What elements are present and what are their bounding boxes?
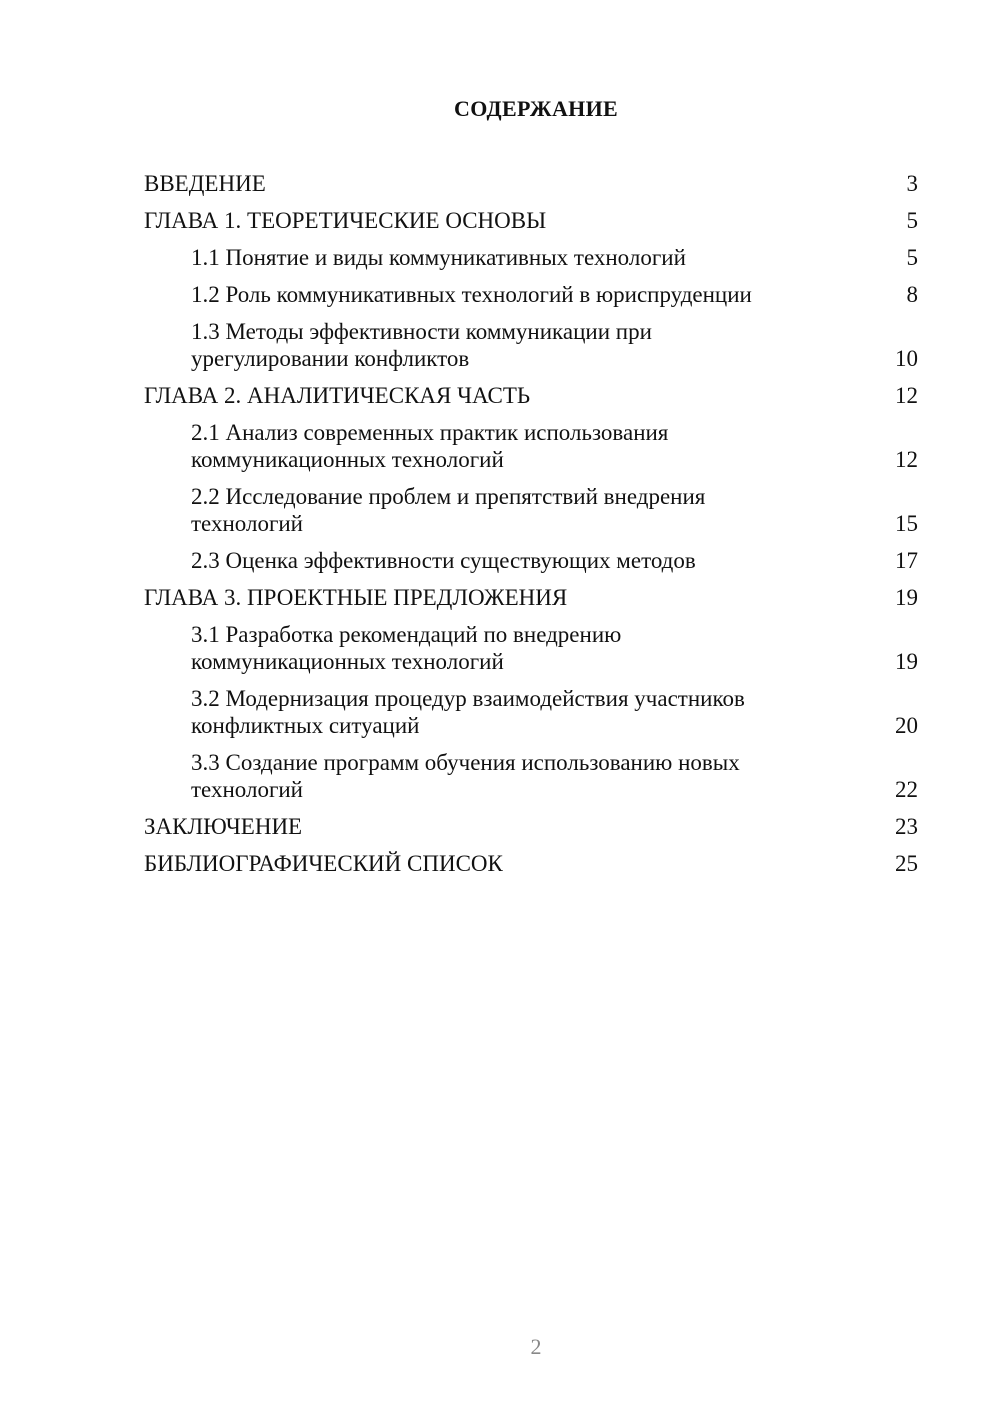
toc-entry xyxy=(144,281,918,308)
toc-entry xyxy=(144,547,918,574)
toc-entry-page: 5 xyxy=(906,245,918,270)
toc-entry-page: 12 xyxy=(895,447,918,472)
toc-entry xyxy=(144,685,918,739)
toc-entry-page: 23 xyxy=(895,814,918,839)
toc-entry-page: 15 xyxy=(895,511,918,536)
toc-entry-label: ГЛАВА 3. ПРОЕКТНЫЕ ПРЕДЛОЖЕНИЯ xyxy=(144,585,568,610)
toc-entry-page: 19 xyxy=(895,585,918,610)
toc-entry xyxy=(144,382,918,409)
toc-entry-page: 8 xyxy=(906,282,918,307)
toc-entry-label: ЗАКЛЮЧЕНИЕ xyxy=(144,814,303,839)
toc-entry-label: ГЛАВА 2. АНАЛИТИЧЕСКАЯ ЧАСТЬ xyxy=(144,383,531,408)
toc-entry xyxy=(144,244,918,271)
page-number: 2 xyxy=(530,1334,542,1359)
toc-entry xyxy=(144,749,918,803)
toc-entry-label: ВВЕДЕНИЕ xyxy=(144,171,266,196)
toc-entry-page: 19 xyxy=(895,649,918,674)
toc-entry xyxy=(144,850,918,877)
toc-entry-label: ГЛАВА 1. ТЕОРЕТИЧЕСКИЕ ОСНОВЫ xyxy=(144,208,547,233)
toc-entry-page: 22 xyxy=(895,777,918,802)
toc-entry-label: 1.1 Понятие и виды коммуникативных технологий xyxy=(191,245,686,270)
toc-entry xyxy=(144,621,918,675)
toc-entry-label: 1.2 Роль коммуникативных технологий в юриспруденции xyxy=(191,282,752,307)
toc-entry-page: 5 xyxy=(906,208,918,233)
toc-entry xyxy=(144,170,918,197)
toc-entry-label: 1.3 Методы эффективности коммуникации при урегулировании конфликтов xyxy=(191,319,652,371)
toc-entry xyxy=(144,318,918,372)
toc-entry-label: 2.1 Анализ современных практик использования коммуникационных технологий xyxy=(191,420,669,472)
toc-entry-label: 2.2 Исследование проблем и препятствий внедрения технологий xyxy=(191,484,706,536)
toc-entry-page: 25 xyxy=(895,851,918,876)
toc-entry-page: 3 xyxy=(906,171,918,196)
toc-entry xyxy=(144,483,918,537)
toc-entry-label: БИБЛИОГРАФИЧЕСКИЙ СПИСОК xyxy=(144,851,503,876)
page-title: СОДЕРЖАНИЕ xyxy=(454,96,618,121)
toc-entry-page: 10 xyxy=(895,346,918,371)
toc-entry xyxy=(144,584,918,611)
toc-entry xyxy=(144,207,918,234)
toc-entry xyxy=(144,813,918,840)
toc-entry-label: 3.2 Модернизация процедур взаимодействия участников конфликтных ситуаций xyxy=(191,686,745,738)
toc-entry-page: 17 xyxy=(895,548,918,573)
toc-entry-label: 3.3 Создание программ обучения использованию новых технологий xyxy=(191,750,740,802)
toc-entry xyxy=(144,419,918,473)
toc-entry-label: 2.3 Оценка эффективности существующих методов xyxy=(191,548,696,573)
toc-entry-label: 3.1 Разработка рекомендаций по внедрению коммуникационных технологий xyxy=(191,622,622,674)
toc-entry-page: 20 xyxy=(895,713,918,738)
toc-entry-page: 12 xyxy=(895,383,918,408)
table-of-contents xyxy=(144,170,918,887)
